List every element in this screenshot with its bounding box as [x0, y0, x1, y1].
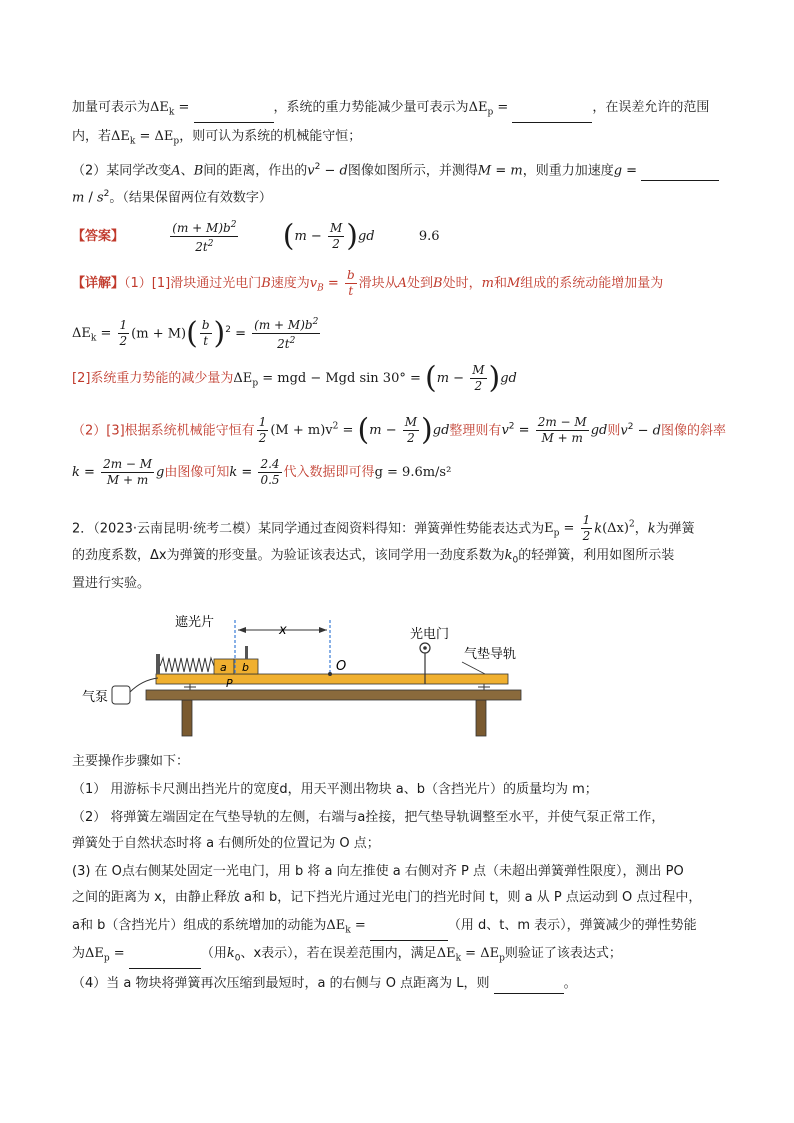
text: 为弹簧 [655, 521, 695, 537]
text: （1） 用游标卡尺测出挡光片的宽度d，用天平测出物块 a、b（含挡光片）的质量均为 m； [72, 782, 598, 797]
table-leg-left [182, 700, 192, 736]
text: 加量可表示为 [72, 100, 151, 115]
detail-line-3: [2]系统重力势能的减少量为$\Delta E_p$ = mgd − Mgd sin 30° = (m − $\frac{M}{2}$ )gd [72, 360, 517, 396]
answer-blank [129, 954, 201, 969]
text: 间的距离，作出的 [203, 163, 308, 179]
text: 弹簧处于自然状态时将 a 右侧所处的位置记为 O 点； [72, 836, 380, 851]
q1-unit-line: m / $s^2$。（结果保留两位有效数字） [72, 189, 272, 206]
text: 组成的系统动能增加量为 [520, 276, 664, 291]
step-3b [72, 888, 701, 908]
formula-frac: $\frac{M}{2}$ [404, 415, 418, 446]
text: 则 [607, 423, 621, 439]
point-O-label: O [336, 659, 347, 674]
text: 。 [563, 976, 577, 991]
text: 置进行实验。 [72, 576, 151, 591]
spring [160, 658, 214, 672]
text: 的劲度系数，Δx为弹簧的形变量。为验证该表达式，该同学用一劲度系数为 [72, 548, 505, 563]
text: （2） 将弹簧左端固定在气垫导轨的左侧，右端与a拴接，把气垫导轨调整至水平，并使气泵正常工作， [72, 810, 665, 825]
text: （2）[3]根据系统机械能守恒有 [72, 423, 255, 439]
text: 处到 [407, 276, 434, 291]
formula-frac: $\frac{1}{2}$ [582, 513, 591, 544]
air-track-label: 气垫导轨 [464, 647, 517, 662]
formula-frac: $\frac{1}{2}$ [119, 318, 128, 349]
text: ，系统的重力势能减少量可表示为 [273, 100, 469, 115]
step-4 [72, 974, 577, 994]
formula-frac: $\frac{(m + M)b^2}{2t^2}$ [254, 317, 319, 352]
formula-frac: $\frac{b}{t}$ [346, 268, 355, 298]
text: ，则可认为系统的机械能守恒； [179, 129, 362, 144]
formula-frac: $\frac{2m - M}{M + m}$ [103, 457, 153, 487]
detail-formula-ek: $\Delta E_k$ = $\frac{1}{2}$ (m + M)( $\frac{b}{t}$ )$^2$ = $\frac{(m + M)b^2}{2t^2}$ [72, 315, 319, 352]
step-1 [72, 780, 598, 800]
q2-stem-1: 2．（2023·云南昆明·统考二模）某同学通过查阅资料得知：弹簧弹性势能表达式为$E_p$ = $\frac{1}{2}$ $k(\Delta x)^2$，k为弹簧 [72, 513, 695, 544]
text: 的轻弹簧，利用如图所示装 [518, 548, 675, 563]
point-P-label: P [226, 677, 233, 690]
text: ，则重力加速度 [522, 163, 614, 179]
detail-line-4: （2）[3]根据系统机械能守恒有 $\frac{1}{2}$ $(M + m)v^2 = (m$ − $\frac{M}{2}$ )gd整理则有$v^2$ = $\frac{2m - M}{M + m}$ gd则$v^2 - d$图像的斜率 [72, 412, 726, 448]
text: 之间的距离为 x，由静止释放 a和 b，记下挡光片通过光电门的挡光时间 t，则 a 从 P 点运动到 O 点过程中， [72, 890, 702, 905]
text: （4）当 a 物块将弹簧再次压缩到最短时，a 的右侧与 O 点距离为 L，则 [72, 976, 490, 991]
text: （用 [200, 946, 227, 961]
x-arrow-right-head [319, 627, 327, 633]
text: 整理则有 [449, 423, 502, 439]
table-top [146, 690, 521, 700]
step-3d: 为$\Delta E_p$ = （用$k_0$、x表示），若在误差范围内，满足$\Delta E_k = \Delta E_p$则验证了该表达式； [72, 944, 622, 969]
text: ， [634, 521, 648, 537]
left-wall [156, 654, 160, 674]
air-pump [112, 686, 130, 704]
text: ，在误差允许的范围 [592, 100, 710, 115]
q2-stem-2: 的劲度系数，Δx为弹簧的形变量。为验证该表达式，该同学用一劲度系数为$k_0$的轻弹簧，利用如图所示装 [72, 548, 675, 566]
text: （1）[1]滑块通过光电门 [124, 276, 262, 291]
step-2b [72, 834, 380, 854]
answer-blank [370, 926, 448, 941]
text: 、x表示），若在误差范围内，满足 [240, 946, 437, 961]
text: 2．（2023·云南昆明·统考二模）某同学通过查阅资料得知：弹簧弹性势能表达式为 [72, 521, 545, 537]
result-text: g = 9.6m/s² [374, 465, 452, 480]
text: 由图像可知 [164, 465, 230, 480]
text: （用 d、t、m 表示），弹簧减少的弹性势能 [447, 918, 697, 933]
q1-line-2: 内，若$\Delta E_k = \Delta E_p$，则可认为系统的机械能守恒； [72, 129, 362, 147]
text: [2]系统重力势能的减少量为 [72, 371, 234, 386]
q1-part2-line: （2）某同学改变A、B间的距离，作出的$v^2 - d$图像如图所示，并测得M = m，则重力加速度g = [72, 157, 719, 181]
q2-stem-3 [72, 574, 150, 594]
photogate-center [423, 646, 427, 650]
text: （2）某同学改变 [72, 163, 172, 179]
steps-title [72, 752, 189, 772]
shading-plate [245, 646, 248, 659]
photogate-label: 光电门 [410, 627, 450, 642]
air-track [156, 674, 508, 684]
text: 主要操作步骤如下： [72, 754, 190, 769]
detail-line-1: 【详解】（1）[1]滑块通过光电门B速度为$v_B$ = $\frac{b}{t}$ 滑块从A处到B处时，m和M组成的系统动能增加量为 [72, 268, 664, 298]
detail-line-5: k = $\frac{2m - M}{M + m}$ g由图像可知k = $\frac{2.4}{0.5}$ 代入数据即可得g = 9.6m/s² [72, 457, 452, 487]
text: 图像如图所示，并测得 [347, 163, 478, 179]
text: 内，若 [72, 129, 112, 144]
text: 滑块从 [358, 276, 398, 291]
answer-blank [512, 108, 592, 123]
formula-frac: $\frac{(m + M)b^2}{2t^2}$ [172, 220, 237, 254]
x-label: x [279, 623, 287, 638]
step-3a [72, 862, 684, 882]
block-b-label: b [242, 661, 249, 674]
table-leg-right [476, 700, 486, 736]
formula-text: = mgd − Mgd sin 30° = [262, 371, 421, 386]
formula-frac: $\frac{2m - M}{M + m}$ [537, 415, 587, 446]
answer-blank [641, 166, 719, 181]
point-O-dot [328, 672, 332, 676]
answer-blank [494, 979, 564, 994]
formula-frac: $\frac{b}{t}$ [201, 318, 210, 349]
formula-frac: $\frac{1}{2}$ [258, 415, 267, 446]
formula-frac: $\frac{M}{2}$ [329, 221, 343, 251]
detail-label: 【详解】 [72, 276, 125, 291]
text: a和 b（含挡光片）组成的系统增加的动能为 [72, 918, 327, 933]
formula-frac: $\frac{2.4}{0.5}$ [260, 457, 280, 487]
text: 处时， [442, 276, 482, 291]
formula-frac: $\frac{M}{2}$ [472, 363, 485, 393]
answer-value: 9.6 [418, 229, 440, 244]
text: 代入数据即可得 [283, 465, 375, 480]
q1-line-1: 加量可表示为$\Delta E_k$ = ，系统的重力势能减少量可表示为$\Delta E_p$ = ，在误差允许的范围 [72, 98, 709, 123]
text: (3) 在 O点右侧某处固定一光电门，用 b 将 a 向左推使 a 右侧对齐 P 点（未超出弹簧弹性限度），测出 PO [72, 864, 684, 879]
answer-blank [194, 108, 274, 123]
text: 和 [493, 276, 507, 291]
answer-line: 【答案】 $\frac{(m + M)b^2}{2t^2}$ (m − $\frac{M}{2}$ )gd 9.6 [72, 218, 440, 254]
step-2a [72, 808, 664, 828]
air-pump-label: 气泵 [82, 690, 109, 705]
step-3c: a和 b（含挡光片）组成的系统增加的动能为$\Delta E_k$ = （用 d、t、m 表示），弹簧减少的弹性势能 [72, 916, 697, 941]
track-support-right [478, 684, 490, 690]
text: 则验证了该表达式； [504, 946, 622, 961]
text: 图像的斜率 [660, 423, 726, 439]
apparatus-figure [80, 608, 530, 740]
block-a-label: a [220, 661, 227, 674]
text: 为 [72, 946, 86, 961]
answer-label: 【答案】 [72, 229, 125, 244]
x-arrow-left-head [238, 627, 246, 633]
air-track-leader [462, 662, 485, 674]
track-support-left [184, 684, 196, 690]
shading-plate-label: 遮光片 [175, 615, 215, 630]
text: 速度为 [270, 276, 310, 291]
text: 。（结果保留两位有效数字） [109, 190, 272, 206]
